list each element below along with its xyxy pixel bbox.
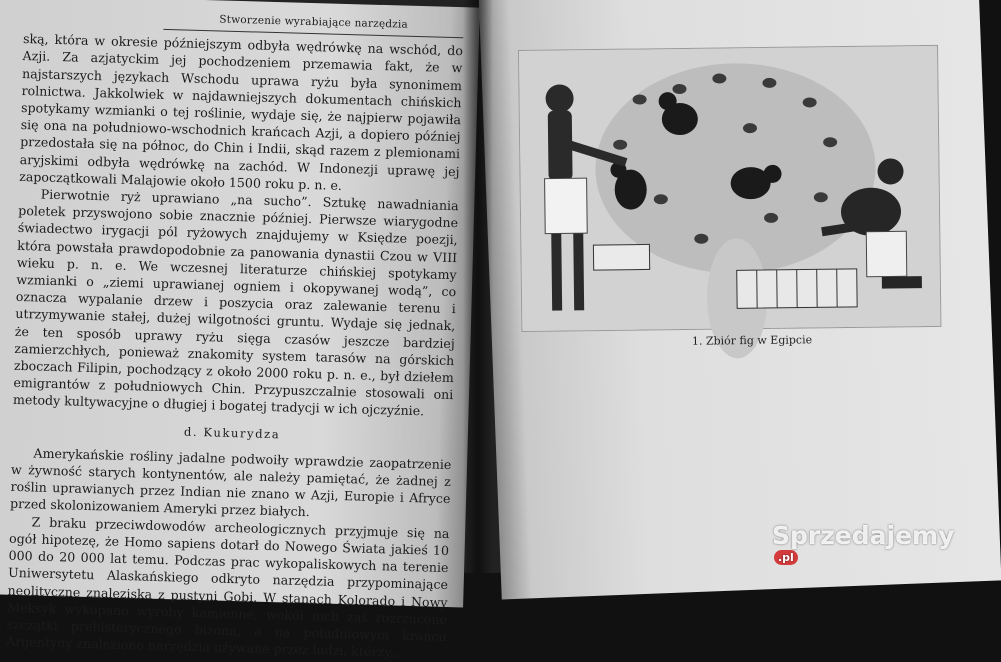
- paragraph: Pierwotnie ryż uprawiano „na sucho”. Sztukę nawadniania poletek przyswojono sobie znacznie później. Pierwsze wiarygodne świadectwo irygacji pól ryżowych znajdujemy w Księdze poezji, która powstała prawdopodobnie za panowania dynastii Czou w VIII wieku p. n. e. We wczesnej literaturze chińskiej spotykamy wzmianki o „ziemi uprawianej ogniem i okopywanej wodą”, co oznacza wypalanie drzew i poszycia oraz zalewanie terenu i utrzymywanie stałej, dużej wilgotności gruntu. Wydaje się jednak, że ten sposób uprawy ryżu sięga czasów jeszcze bardziej zamierzchłych, ponieważ znakomity system tarasów na górskich zboczach Filipin, pochodzący z około 2000 roku p. n. e., był dziełem emigrantów z południowych Chin. Przypuszczalnie stosowali oni metody kultywacyjne o długiej i bogatej tradycji w ich ojczyźnie.: [13, 185, 459, 421]
- paragraph: Amerykańskie rośliny jadalne podwoiły wprawdzie zaopatrzenie w żywność starych kontynentów, ale należy pamiętać, że żadnej z roślin uprawianych przez Indian nie znano w Azji, Europie i Afryce przed skolonizowaniem Ameryki przez białych.: [10, 444, 452, 525]
- running-head: Stworzenie wyrabiające narzędzia: [163, 10, 463, 39]
- watermark-text: Sprzedajemy: [772, 521, 954, 550]
- paragraph: Z braku przeciwdowodów archeologicznych przyjmuje się na ogół hipotezę, że Homo sapiens dotarł do Nowego Świata jakieś 10 000 do 20 000 lat temu. Podczas prac wykopaliskowych na terenie Uniwersytetu Alaskańskiego odkryto narzędzia przypominające neolityczne znaleziska z pustyni Gobi. W stanach Kolorado i Nowy Meksyk wykopano wyroby kamienne, wokół nich zaś rozrzucone szczątki prehistorycznego bizona, a na południowym krańcu Argentyny znaleziono narzędzia używane przez ludzi, którzy...: [6, 512, 450, 662]
- fig-harvest-image: [519, 46, 940, 331]
- paragraph: ską, która w okresie późniejszym odbyła wędrówkę na wschód, do Azji. Za azjatyckim jej pochodzeniem przemawia fakt, że w najstarszych językach Wschodu uprawa ryżu była synonimem rolnictwa. Jakkolwiek w najdawniejszych dokumentach chińskich spotykamy wzmianki o tej roślinie, wydaje się, że najpierw pojawiła się ona na południowo-wschodnich krańcach Azji, a dopiero później przedostała się na północ, do Chin i Indii, skąd razem z plemionami aryjskimi odbyła wędrówkę na zachód. W Indonezji uprawę jej zapoczątkowali Malajowie około 1500 roku p. n. e.: [19, 30, 463, 197]
- egyptian-fig-harvest-illustration: [518, 45, 941, 332]
- watermark-badge: .pl: [774, 550, 798, 565]
- figure-caption: 1. Zbiór fig w Egipcie: [672, 333, 832, 348]
- watermark-logo: [772, 521, 960, 579]
- book-gutter: [463, 0, 493, 573]
- left-page-text: [6, 6, 464, 662]
- section-heading: d. Kukurydza: [12, 419, 452, 448]
